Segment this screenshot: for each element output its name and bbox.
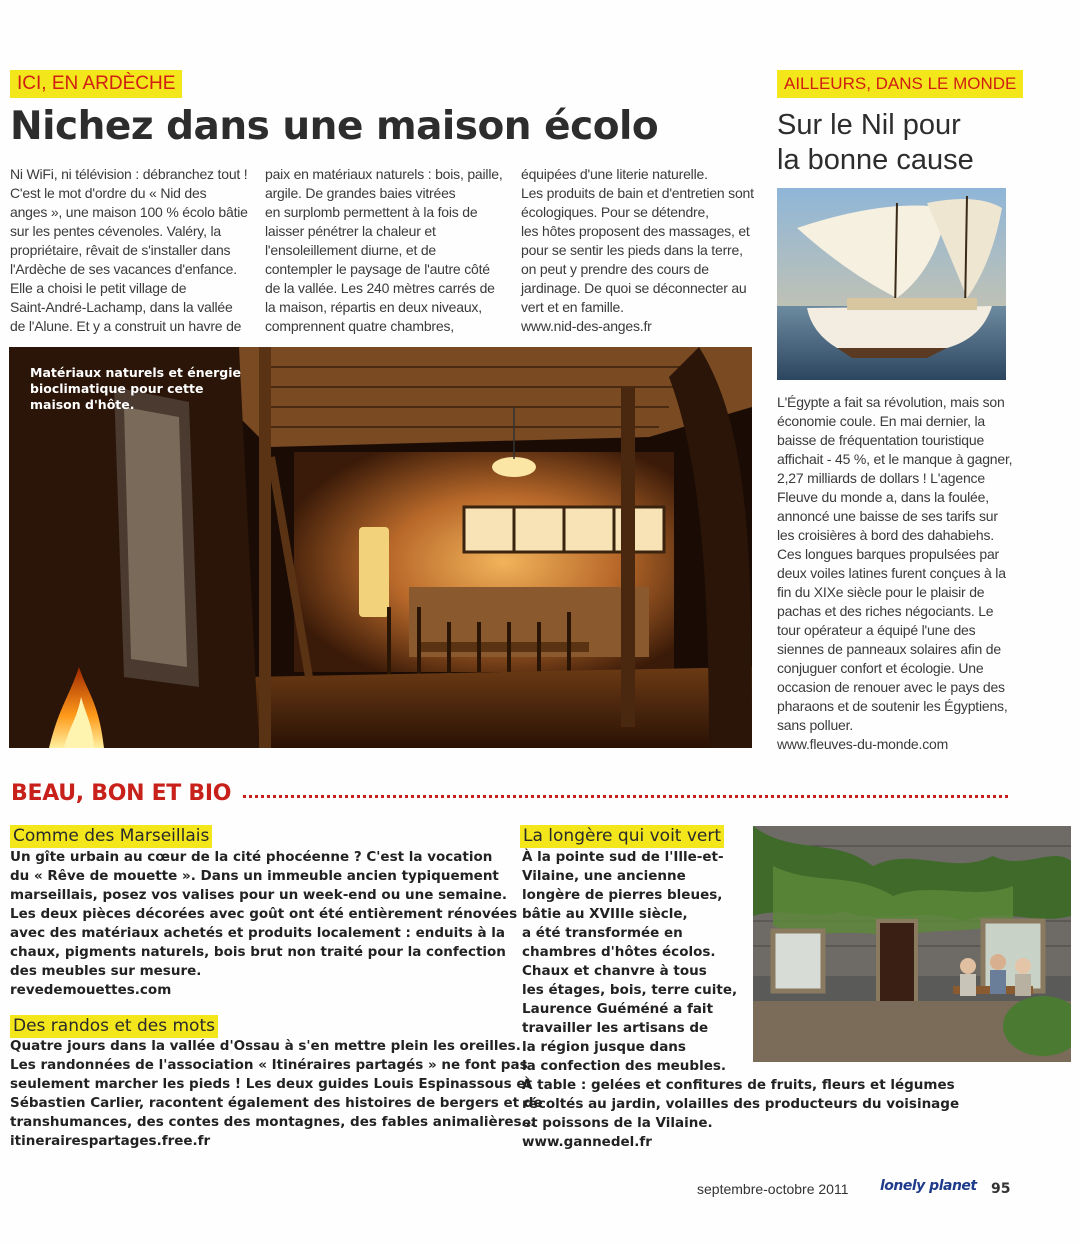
text-line: Chaux et chanvre à tous (522, 963, 707, 979)
website-link[interactable]: www.gannedel.fr (522, 1134, 652, 1150)
text-line: annoncé une baisse de ses tarifs sur (777, 508, 998, 524)
text-line: l'Ardèche de ses vacances d'enfance. (10, 261, 237, 277)
text-line: chambres d'hôtes écolos. (522, 944, 716, 960)
text-line: siennes de panneaux solaires afin de (777, 641, 1001, 657)
website-link[interactable]: www.nid-des-anges.fr (521, 318, 652, 334)
issue-date: septembre-octobre 2011 (697, 1181, 849, 1197)
text-line: 2,27 milliards de dollars ! L'agence (777, 470, 985, 486)
sidebar-body (777, 393, 1037, 754)
text-line: marseillais, posez vos valises pour un week-end ou une semaine. (10, 887, 507, 903)
text-line: pharaons et de soutenir les Égyptiens, (777, 698, 1008, 714)
text-line: la maison, répartis en deux niveaux, (265, 299, 482, 315)
text-line: Ces longues barques propulsées par (777, 546, 1000, 562)
text-line: écologiques. Pour se détendre, (521, 204, 709, 220)
text-line: chaux, pigments naturels, bois brut non traité pour la confection (10, 944, 506, 960)
text-line: en surplomb permettent à la fois de (265, 204, 478, 220)
text-line: longère de pierres bleues, (522, 887, 723, 903)
text-line: économie coule. En mai dernier, la (777, 413, 985, 429)
text-line: Elle a choisi le petit village de (10, 280, 187, 296)
text-line: équipées d'une literie naturelle. (521, 166, 708, 182)
text-line: C'est le mot d'ordre du « Nid des (10, 185, 207, 201)
sidebar-title-line: la bonne cause (777, 144, 974, 176)
text-line: et poissons de la Vilaine. (522, 1115, 713, 1131)
text-line: Un gîte urbain au cœur de la cité phocéenne ? C'est la vocation (10, 849, 493, 865)
section-tag-ardeche: ICI, EN ARDÈCHE (10, 70, 182, 98)
text-line: baisse de fréquentation touristique (777, 432, 985, 448)
box-title-marseillais: Comme des Marseillais (10, 825, 212, 848)
text-line: les étages, bois, terre cuite, (522, 982, 738, 998)
text-line: laisser pénétrer la chaleur et (265, 223, 436, 239)
text-line: Les randonnées de l'association « Itinéraires partagés » ne font pas (10, 1057, 528, 1073)
text-line: tour opérateur a équipé l'une des (777, 622, 976, 638)
text-line: Sébastien Carlier, racontent également des histoires de bergers et de (10, 1095, 543, 1111)
text-line: Laurence Guéméné a fait (522, 1001, 714, 1017)
website-link[interactable]: www.fleuves-du-monde.com (777, 736, 949, 752)
text-line: sans polluer. (777, 717, 854, 733)
article-column-2 (265, 165, 510, 336)
text-line: contempler le paysage de l'autre côté (265, 261, 490, 277)
text-line: paix en matériaux naturels : bois, paille, (265, 166, 503, 182)
text-line: travailler les artisans de (522, 1020, 709, 1036)
text-line: de l'Alune. Et y a construit un havre de (10, 318, 242, 334)
text-line: les croisières à bord des dahabiehs. (777, 527, 994, 543)
text-line: l'ensoleillement diurne, et de (265, 242, 437, 258)
text-line: À la pointe sud de l'Ille-et- (522, 849, 724, 865)
text-line: affichait - 45 %, et le manque à gagner, (777, 451, 1013, 467)
text-line: du « Rêve de mouette ». Dans un immeuble ancien typiquement (10, 868, 499, 884)
text-line: occasion de renouer avec le pays des (777, 679, 1005, 695)
text-line: Les deux pièces décorées avec goût ont été entièrement rénovées (10, 906, 518, 922)
website-link[interactable]: revedemouettes.com (10, 982, 172, 998)
text-line: sur les pentes cévenoles. Valéry, la (10, 223, 221, 239)
section-heading: BEAU, BON ET BIO (11, 781, 232, 806)
text-line: L'Égypte a fait sa révolution, mais son (777, 394, 1005, 410)
text-line: bâtie au XVIIIe siècle, (522, 906, 688, 922)
box-body-randos (10, 1037, 543, 1151)
text-line: Ni WiFi, ni télévision : débranchez tout ! (10, 166, 248, 182)
page-number: 95 (991, 1181, 1011, 1197)
article-column-3 (521, 165, 766, 336)
text-line: argile. De grandes baies vitrées (265, 185, 456, 201)
text-line: Saint-André-Lachamp, dans la vallée (10, 299, 233, 315)
text-line: récoltés au jardin, volailles des producteurs du voisinage (522, 1096, 960, 1112)
text-line: vert et en famille. (521, 299, 624, 315)
longere-house-photo (753, 826, 1071, 1062)
text-line: pour se sentir les pieds dans la terre, (521, 242, 743, 258)
text-line: fin du XIXe siècle pour le plaisir de (777, 584, 985, 600)
box-body-marseillais (10, 848, 517, 1000)
text-line: de la vallée. Les 240 mètres carrés de (265, 280, 495, 296)
article-title: Nichez dans une maison écolo (10, 104, 659, 149)
text-line: les hôtes proposent des massages, et (521, 223, 750, 239)
text-line: Quatre jours dans la vallée d'Ossau à s'en mettre plein les oreilles. (10, 1038, 521, 1054)
text-line: seulement marcher les pieds ! Les deux guides Louis Espinassous et (10, 1076, 532, 1092)
text-line: a été transformée en (522, 925, 683, 941)
text-line: la région jusque dans (522, 1039, 686, 1055)
photo-caption: Matériaux naturels et énergie bioclimatique pour cette maison d'hôte. (30, 365, 241, 412)
text-line: jardinage. De quoi se déconnecter au (521, 280, 747, 296)
text-line: deux voiles latines furent conçues à la (777, 565, 1006, 581)
box-title-longere: La longère qui voit vert (520, 825, 724, 848)
text-line: transhumances, des contes des montagnes, des fables animalières… (10, 1114, 536, 1130)
box-title-randos: Des randos et des mots (10, 1015, 218, 1038)
section-tag-monde: AILLEURS, DANS LE MONDE (777, 70, 1023, 98)
text-line: comprennent quatre chambres, (265, 318, 454, 334)
text-line: des meubles sur mesure. (10, 963, 202, 979)
text-line: Les produits de bain et d'entretien sont (521, 185, 754, 201)
website-link[interactable]: itinerairespartages.free.fr (10, 1133, 211, 1149)
text-line: pachas et des riches négociants. Le (777, 603, 994, 619)
text-line: À table : gelées et confitures de fruits, fleurs et légumes (522, 1077, 955, 1093)
text-line: on peut y prendre des cours de (521, 261, 709, 277)
text-line: conjuguer confort et écologie. Une (777, 660, 984, 676)
text-line: anges », une maison 100 % écolo bâtie (10, 204, 248, 220)
text-line: propriétaire, rêvait de s'installer dans (10, 242, 231, 258)
text-line: la confection des meubles. (522, 1058, 727, 1074)
article-column-1 (10, 165, 255, 336)
sidebar-title (777, 108, 974, 178)
text-line: Fleuve du monde a, dans la foulée, (777, 489, 989, 505)
sidebar-title-line: Sur le Nil pour (777, 109, 961, 141)
text-line: Vilaine, une ancienne (522, 868, 686, 884)
lonely-planet-logo: lonely planet (880, 1178, 977, 1194)
dotted-divider (243, 795, 1008, 798)
text-line: avec des matériaux achetés et produits localement : enduits à la (10, 925, 506, 941)
felucca-boat-photo (777, 188, 1006, 380)
